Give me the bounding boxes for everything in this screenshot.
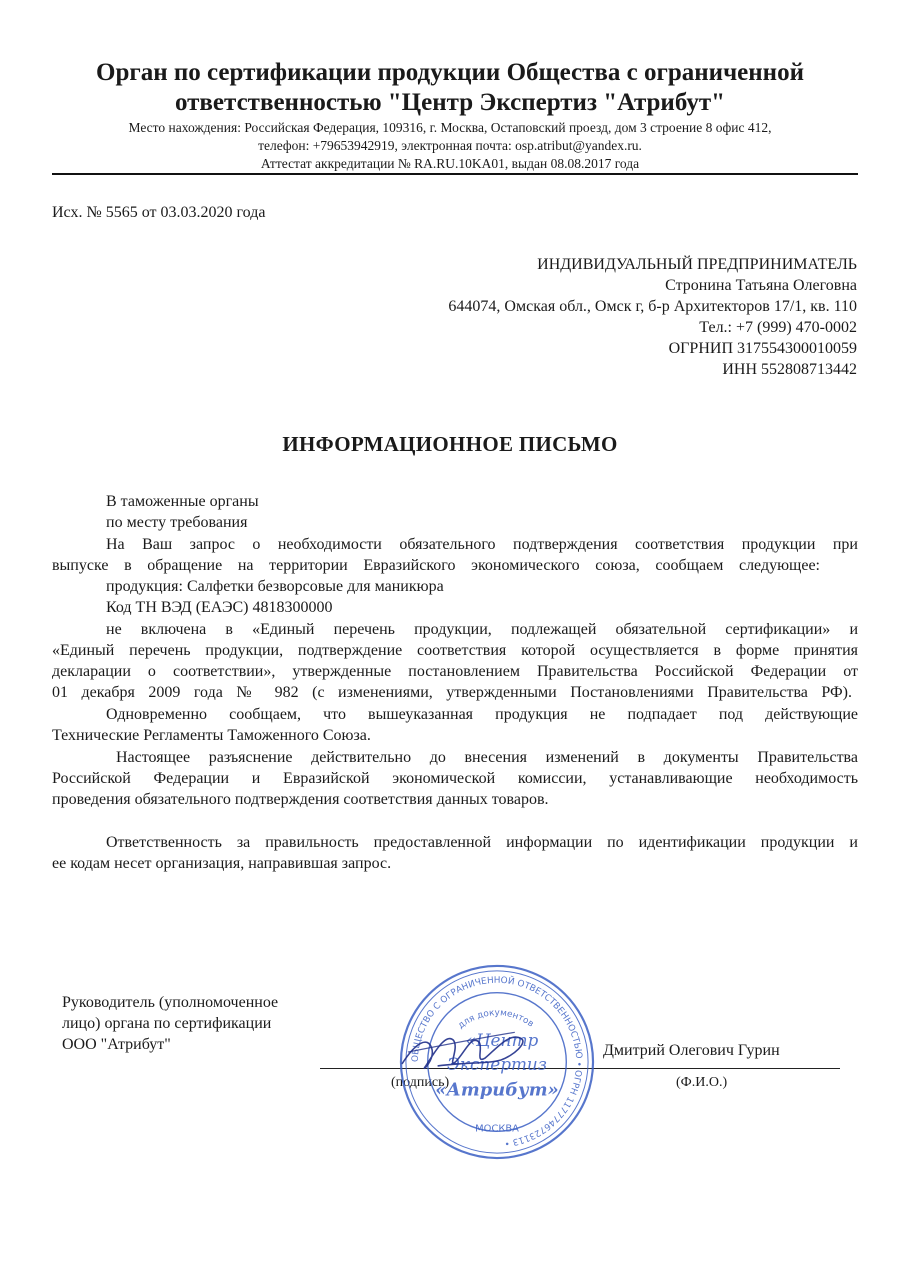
recipient-line1: ИНДИВИДУАЛЬНЫЙ ПРЕДПРИНИМАТЕЛЬ <box>537 256 857 273</box>
stamp-line2: Экспертиз <box>447 1053 547 1074</box>
header-contacts: телефон: +79653942919, электронная почта: osp.atribut@yandex.ru. <box>258 138 642 153</box>
product-name: продукция: Салфетки безворсовые для маникюра <box>106 578 444 595</box>
signatory-role-line2: лицо) органа по сертификации <box>62 1015 272 1032</box>
header-title-line2: ответственностью "Центр Экспертиз "Атрибут" <box>174 89 726 116</box>
paragraph4-line1: Настоящее разъяснение действительно до внесения изменений в документы Правительства <box>116 749 858 766</box>
header-title-line1: Орган по сертификации продукции Общества с ограниченной <box>96 59 804 86</box>
recipient-line3: 644074, Омская обл., Омск г, б-р Архитекторов 17/1, кв. 110 <box>448 298 857 315</box>
stamp-bottom-text: МОСКВА <box>475 1123 519 1135</box>
addressee-line1: В таможенные органы <box>106 493 259 510</box>
paragraph1-line2: выпуске в обращение на территории Евразийского экономического союза, сообщаем следующее: <box>52 557 820 574</box>
recipient-line6: ИНН 552808713442 <box>722 361 857 378</box>
addressee-line2: по месту требования <box>106 514 248 531</box>
signatory-name: Дмитрий Олегович Гурин <box>603 1042 780 1059</box>
stamp-inner-top-text: для документов <box>456 1008 536 1032</box>
signature-caption: (подпись) <box>391 1075 450 1090</box>
letter-title: ИНФОРМАЦИОННОЕ ПИСЬМО <box>282 432 618 456</box>
header-accreditation: Аттестат аккредитации № RA.RU.10KA01, выдан 08.08.2017 года <box>260 156 640 171</box>
outgoing-reference: Исх. № 5565 от 03.03.2020 года <box>52 204 266 221</box>
recipient-line5: ОГРНИП 317554300010059 <box>668 340 857 357</box>
header-divider <box>52 173 858 175</box>
paragraph2-line3: декларации о соответствии», утвержденные постановлением Правительства Российской Федерации от <box>52 663 858 680</box>
signatory-role-line3: ООО "Атрибут" <box>62 1036 171 1053</box>
paragraph2-line4: 01 декабря 2009 года № 982 (с изменениями, утвержденными Постановлениями Правительства РФ). <box>52 684 852 701</box>
stamp-ring-text: ОБЩЕСТВО С ОГРАНИЧЕННОЙ ОТВЕТСТВЕННОСТЬЮ • ОГРН 1177746723113 • <box>410 975 584 1148</box>
recipient-line2: Стронина Татьяна Олеговна <box>665 277 857 294</box>
paragraph5-line1: Ответственность за правильность предоставленной информации по идентификации продукции и <box>106 834 858 851</box>
paragraph3-line1: Одновременно сообщаем, что вышеуказанная продукция не подпадает под действующие <box>106 706 858 723</box>
organization-stamp <box>398 963 596 1161</box>
stamp-line3: «Атрибут» <box>435 1079 559 1101</box>
fio-caption: (Ф.И.О.) <box>676 1075 728 1090</box>
paragraph2-line2: «Единый перечень продукции, подтверждение соответствия которой осуществляется в форме принятия <box>52 642 858 659</box>
signatory-role-line1: Руководитель (уполномоченное <box>62 994 279 1011</box>
paragraph3-line2: Технические Регламенты Таможенного Союза. <box>52 727 371 744</box>
recipient-line4: Тел.: +7 (999) 470-0002 <box>699 319 857 336</box>
paragraph5-line2: ее кодам несет организация, направившая запрос. <box>52 855 392 872</box>
header-address: Место нахождения: Российская Федерация, 109316, г. Москва, Остаповский проезд, дом 3 строение 8 офис 412, <box>128 120 772 135</box>
stamp-line1: «Центр <box>465 1030 539 1051</box>
paragraph4-line3: проведения обязательного подтверждения соответствия данных товаров. <box>52 791 549 808</box>
product-code: Код ТН ВЭД (ЕАЭС) 4818300000 <box>106 599 333 616</box>
paragraph2-line1: не включена в «Единый перечень продукции, подлежащей обязательной сертификации» и <box>106 621 858 638</box>
paragraph4-line2: Российской Федерации и Евразийской экономической комиссии, устанавливающие необходимость <box>52 770 858 787</box>
paragraph1-line1: На Ваш запрос о необходимости обязательного подтверждения соответствия продукции при <box>106 536 858 553</box>
